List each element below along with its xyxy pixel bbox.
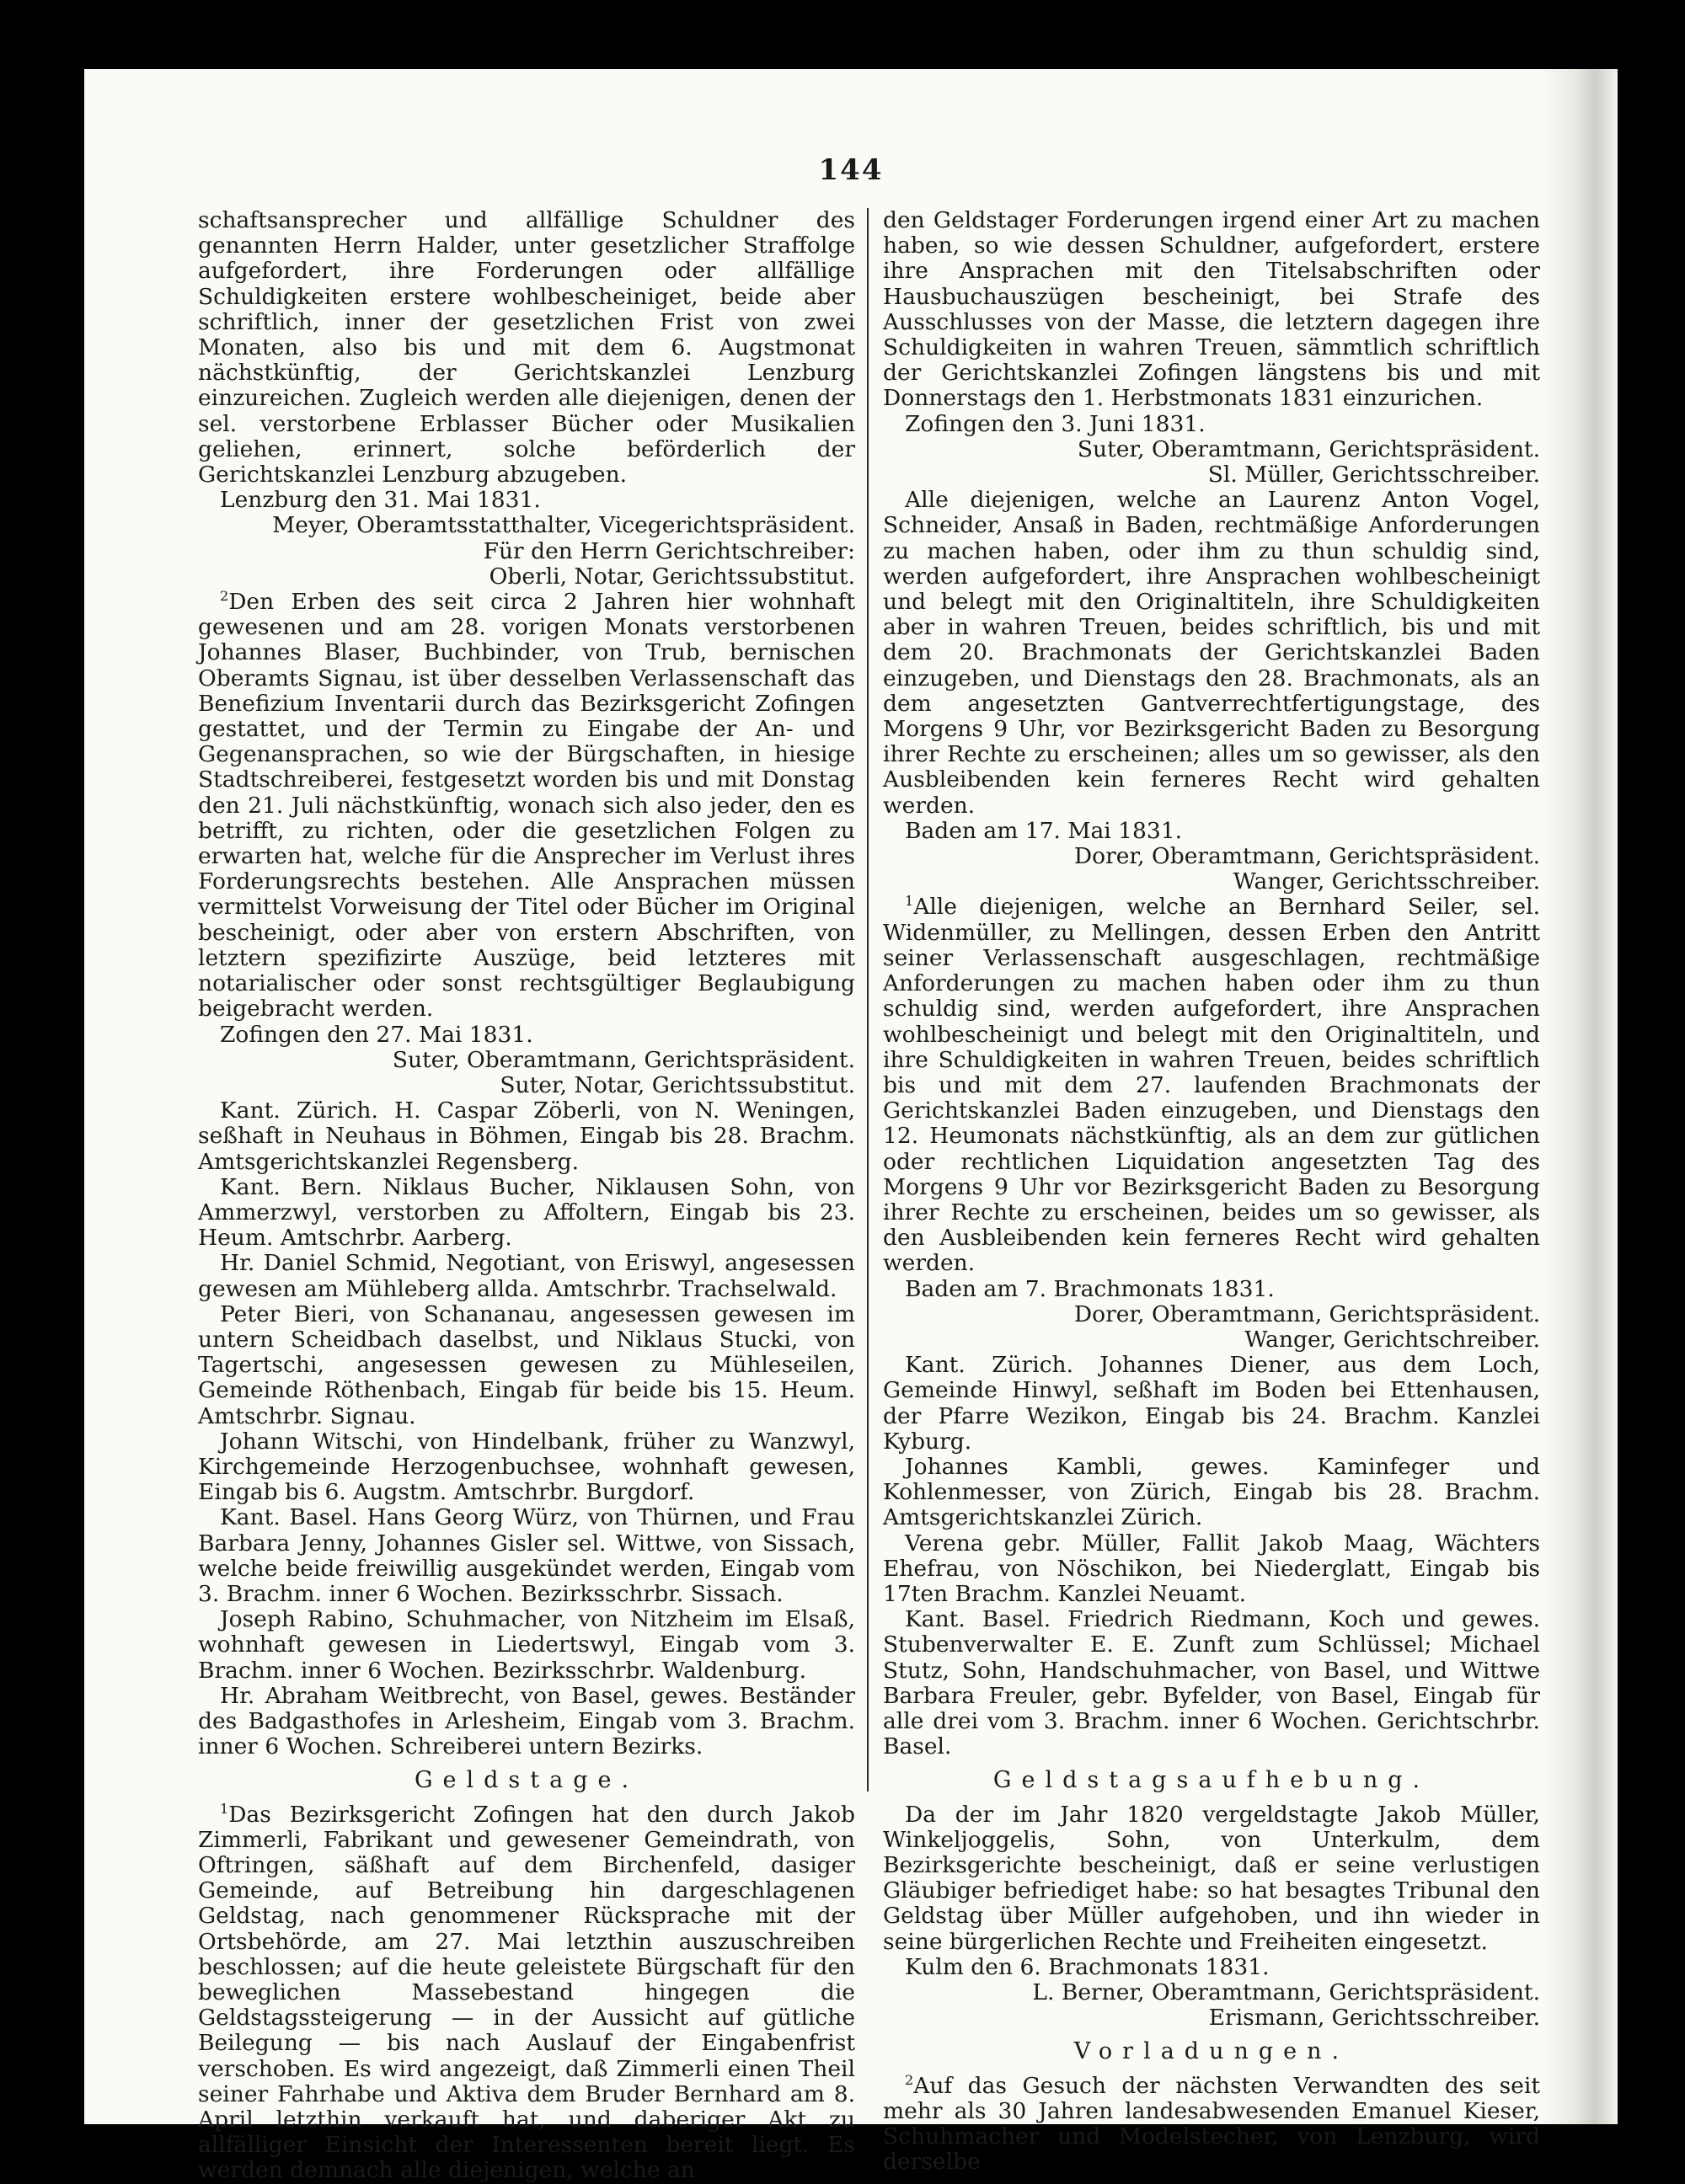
paragraph-text: Auf das Gesuch der nächsten Verwandten des seit mehr als 30 Jahren landesabwesenden Emanuel Kieser, Schuhmacher und Modelstecher, von Lenzburg, wird derselbe	[883, 2072, 1540, 2176]
notice-paragraph	[198, 1802, 855, 2184]
signature-line: Sl. Müller, Gerichtsschreiber.	[1207, 462, 1540, 489]
notice-mark: 1	[220, 1800, 229, 1817]
signature-line: Meyer, Oberamtsstatthalter, Vicegerichtspräsident.	[272, 512, 855, 539]
listing-entry	[198, 1251, 855, 1301]
listing-entry	[198, 1175, 855, 1252]
notice-mark: 1	[905, 893, 914, 910]
listing-entry	[198, 1505, 855, 1607]
listing-entry	[883, 1531, 1540, 1608]
page-number: 144	[818, 153, 884, 187]
paragraph-text: Den Erben des seit circa 2 Jahren hier wohnhaft gewesenen und am 28. vorigen Monats verstorbenen Johannes Blaser, Buchbinder, von Trub, bernischen Oberamts Signau, ist über desselben Verlassenschaft das Benefizium Inventarii durch das Bezirksgericht Zofingen gestattet, und der Termin zu Eingabe der An- und Gegenansprachen, so wie der Bürgschaften, in hiesige Stadtschreiberei, festgesetzt worden bis und mit Donstag den 21. Juli nächstkünftig, wonach sich also jeder, den es betrifft, zu richten, oder die gesetzlichen Folgen zu erwarten hat, welche für die Ansprecher im Verlust ihres Forderungsrechts bestehen. Alle Ansprachen müssen vermittelst Vorweisung der Titel oder Bücher im Original bescheinigt, oder aber von erstern Abschriften, von letztern spezifizirte Auszüge, beid letzteres mit notarialischer oder sonst rechtsgültiger Beglaubigung beigebracht werden.	[198, 589, 855, 1023]
paragraph-text: Johann Witschi, von Hindelbank, früher zu Wanzwyl, Kirchgemeinde Herzogenbuchsee, wohnhaft gewesen, Eingab bis 6. Augstm. Amtschrbr. Burgdorf.	[198, 1428, 855, 1506]
signature-line: Für den Herrn Gerichtschreiber:	[483, 537, 855, 564]
right-column	[883, 208, 1540, 2175]
paragraph-text: Hr. Abraham Weitbrecht, von Basel, gewes. Beständer des Badgasthofes in Arlesheim, Eingab vom 3. Brachm. inner 6 Wochen. Schreiberei untern Bezirks.	[198, 1682, 855, 1760]
section-heading: Vorladungen.	[1073, 2038, 1350, 2065]
signature-line: Wanger, Gerichtschreiber.	[1244, 1326, 1540, 1353]
notice-mark: 2	[220, 588, 229, 605]
section-heading: Geldstage.	[414, 1767, 639, 1794]
signature-line: Erismann, Gerichtsschreiber.	[1208, 2005, 1540, 2032]
continued-text: schaftsansprecher und allfällige Schuldner des genannten Herrn Halder, unter gesetzlicher Straffolge aufgefordert, ihre Forderungen oder allfällige Schuldigkeiten erstere wohlbescheiniget, beide aber schriftlich, inner der gesetzlichen Frist von zwei Monaten, also bis und mit dem 6. Augstmonat nächstkünftig, der Gerichtskanzlei Lenzburg einzureichen. Zugleich werden alle diejenigen, denen der sel. verstorbene Erblasser Bücher oder Musikalien geliehen, erinnert, solche beförderlich der Gerichtskanzlei Lenzburg abzugeben.	[198, 207, 855, 489]
paragraph-text: Das Bezirksgericht Zofingen hat den durch Jakob Zimmerli, Fabrikant und gewesener Gemeindrath, von Oftringen, säßhaft auf dem Birchenfeld, dasiger Gemeinde, auf Betreibung hin dargeschlagenen Geldstag, nach genommener Rücksprache mit der Ortsbehörde, am 27. Mai letzthin auszuschreiben beschlossen; auf die heute geleistete Bürgschaft für den beweglichen Massebestand hingegen die Geldstagssteigerung — in der Aussicht auf gütliche Beilegung — bis nach Auslauf der Eingabenfrist verschoben. Es wird angezeigt, daß Zimmerli einen Theil seiner Fahrhabe und Aktiva dem Bruder Bernhard am 8. April letzthin verkauft hat, und daberiger Akt zu allfälliger Einsicht der Interessenten bereit liegt. Es werden demnach alle diejenigen, welche an	[198, 1801, 855, 2184]
notice-paragraph	[883, 1802, 1540, 1955]
dateline: Kulm den 6. Brachmonats 1831.	[905, 1953, 1270, 1980]
newspaper-page	[84, 69, 1618, 2184]
listing-entry	[883, 1455, 1540, 1531]
listing-entry	[883, 1353, 1540, 1455]
notice-paragraph	[198, 590, 855, 1022]
listing-entry	[198, 1607, 855, 1684]
dateline: Baden am 17. Mai 1831.	[905, 817, 1183, 844]
paragraph-text: Kant. Bern. Niklaus Bucher, Niklausen Sohn, von Ammerzwyl, verstorben zu Affoltern, Eingab bis 23. Heum. Amtschrbr. Aarberg.	[198, 1173, 855, 1252]
continued-text: den Geldstager Forderungen irgend einer Art zu machen haben, so wie dessen Schuldner, aufgefordert, erstere ihre Ansprachen mit den Titelsabschriften oder Hausbuchauszügen bescheinigt, bei Strafe des Ausschlusses von der Masse, die letztern dagegen ihre Schuldigkeiten in wahren Treuen, sämmtlich schriftlich der Gerichtskanzlei Zofingen längstens bis und mit Donnerstags den 1. Herbstmonats 1831 einzurichen.	[883, 207, 1540, 412]
signature-line: Suter, Oberamtmann, Gerichtspräsident.	[392, 1046, 855, 1073]
listing-entry	[883, 1607, 1540, 1759]
dateline: Zofingen den 3. Juni 1831.	[905, 410, 1206, 437]
signature-line: Oberli, Notar, Gerichtssubstitut.	[489, 563, 855, 590]
paragraph-text: Hr. Daniel Schmid, Negotiant, von Eriswyl, angesessen gewesen am Mühleberg allda. Amtschrbr. Trachselwald.	[198, 1250, 855, 1302]
paragraph-text: Johannes Kambli, gewes. Kaminfeger und Kohlenmesser, von Zürich, Eingab bis 28. Brachm. Amtsgerichtskanzlei Zürich.	[883, 1453, 1540, 1531]
notice-paragraph	[883, 894, 1540, 1276]
listing-entry	[198, 1429, 855, 1506]
signature-line: Suter, Notar, Gerichtssubstitut.	[500, 1071, 855, 1098]
paragraph-text: Kant. Basel. Hans Georg Würz, von Thürnen, und Frau Barbara Jenny, Johannes Gisler sel. Wittwe, von Sissach, welche beide freiwillig ausgekündet werden, Eingab vom 3. Brachm. inner 6 Wochen. Bezirksschrbr. Sissach.	[198, 1504, 855, 1607]
signature-line: Dorer, Oberamtmann, Gerichtspräsident.	[1073, 1300, 1540, 1327]
column-divider	[867, 208, 869, 1792]
signature-line: Dorer, Oberamtmann, Gerichtspräsident.	[1073, 843, 1540, 870]
notice-paragraph	[883, 488, 1540, 819]
paragraph-text: Alle diejenigen, welche an Bernhard Seiler, sel. Widenmüller, zu Mellingen, dessen Erben den Antritt seiner Verlassenschaft ausgeschlagen, rechtmäßige Anforderungen zu machen haben oder ihm zu thun schuldig sind, werden aufgefordert, ihre Ansprachen wohlbescheinigt und belegt mit den Originaltiteln, und ihre Schuldigkeiten in wahren Treuen, beides schriftlich bis und mit dem 27. laufenden Brachmonats der Gerichtskanzlei Baden einzugeben, und Dienstags den 12. Heumonats nächstkünftig, als an dem zur gütlichen oder rechtlichen Liquidation angesetzten Tag des Morgens 9 Uhr vor Bezirksgericht Baden zu Besorgung ihrer Rechte zu erscheinen, beides um so gewisser, als den Ausbleibenden kein ferneres Recht wird gehalten werden.	[883, 894, 1540, 1277]
paragraph-text: Peter Bieri, von Schananau, angesessen gewesen im untern Scheidbach daselbst, und Niklaus Stucki, von Tagertschi, angesessen gewesen zu Mühleseilen, Gemeinde Röthenbach, Eingab für beide bis 15. Heum. Amtschrbr. Signau.	[198, 1300, 855, 1429]
listing-entry	[198, 1684, 855, 1760]
section-heading: Geldstagsaufhebung.	[992, 1767, 1431, 1794]
paragraph-text: Alle diejenigen, welche an Laurenz Anton Vogel, Schneider, Ansaß in Baden, rechtmäßige Anforderungen zu machen haben, oder ihm zu thun schuldig sind, werden aufgefordert, ihre Ansprachen wohlbescheinigt und belegt mit den Originaltiteln, ihre Schuldigkeiten aber in wahren Treuen, beides schriftlich, bis und mit dem 20. Brachmonats der Gerichtskanzlei Baden einzugeben, und Dienstags den 28. Brachmonats, als an dem angesetzten Gantverrechtfertigungstage, des Morgens 9 Uhr, vor Bezirksgericht Baden zu Besorgung ihrer Rechte zu erscheinen; alles um so gewisser, als den Ausbleibenden kein ferneres Recht wird gehalten werden.	[883, 487, 1540, 819]
notice-paragraph	[883, 2071, 1540, 2176]
paragraph-text: Kant. Basel. Friedrich Riedmann, Koch und gewes. Stubenverwalter E. E. Zunft zum Schlüssel; Michael Stutz, Sohn, Handschuhmacher, von Basel, und Wittwe Barbara Freuler, gebr. Byfelder, von Basel, Eingab für alle drei vom 3. Brachm. inner 6 Wochen. Gerichtschrbr. Basel.	[883, 1606, 1540, 1760]
listing-entry	[198, 1098, 855, 1175]
paragraph-text: Kant. Zürich. H. Caspar Zöberli, von N. Weningen, seßhaft in Neuhaus in Böhmen, Eingab bis 28. Brachm. Amtsgerichtskanzlei Regensberg.	[198, 1097, 855, 1175]
listing-entry	[198, 1302, 855, 1429]
paragraph-text: Verena gebr. Müller, Fallit Jakob Maag, Wächters Ehefrau, von Nöschikon, bei Niederglatt, Eingab bis 17ten Brachm. Kanzlei Neuamt.	[883, 1530, 1540, 1607]
notice-mark: 2	[905, 2071, 914, 2088]
paragraph-text: Kant. Zürich. Johannes Diener, aus dem Loch, Gemeinde Hinwyl, seßhaft im Boden bei Ettenhausen, der Pfarre Wezikon, Eingab bis 24. Brachm. Kanzlei Kyburg.	[883, 1352, 1540, 1455]
dateline: Baden am 7. Brachmonats 1831.	[905, 1275, 1275, 1302]
signature-line: Wanger, Gerichtsschreiber.	[1233, 868, 1540, 895]
signature-line: L. Berner, Oberamtmann, Gerichtspräsident.	[1032, 1979, 1540, 2006]
paragraph-text: Joseph Rabino, Schuhmacher, von Nitzheim im Elsaß, wohnhaft gewesen in Liedertswyl, Eingab vom 3. Brachm. inner 6 Wochen. Bezirksschrbr. Waldenburg.	[198, 1606, 855, 1684]
page-edge-shadow	[1542, 69, 1618, 2124]
paragraph-text: Da der im Jahr 1820 vergeldstagte Jakob Müller, Winkeljoggelis, Sohn, von Unterkulm, dem Bezirksgerichte bescheinigt, daß er seine verlustigen Gläubiger befriediget habe: so hat besagtes Tribunal den Geldstag über Müller aufgehoben, und ihn wieder in seine bürgerlichen Rechte und Freiheiten eingesetzt.	[883, 1801, 1540, 1955]
signature-line: Suter, Oberamtmann, Gerichtspräsident.	[1077, 435, 1540, 462]
dateline: Zofingen den 27. Mai 1831.	[220, 1021, 533, 1048]
left-column	[198, 208, 855, 2184]
dateline: Lenzburg den 31. Mai 1831.	[220, 487, 541, 514]
